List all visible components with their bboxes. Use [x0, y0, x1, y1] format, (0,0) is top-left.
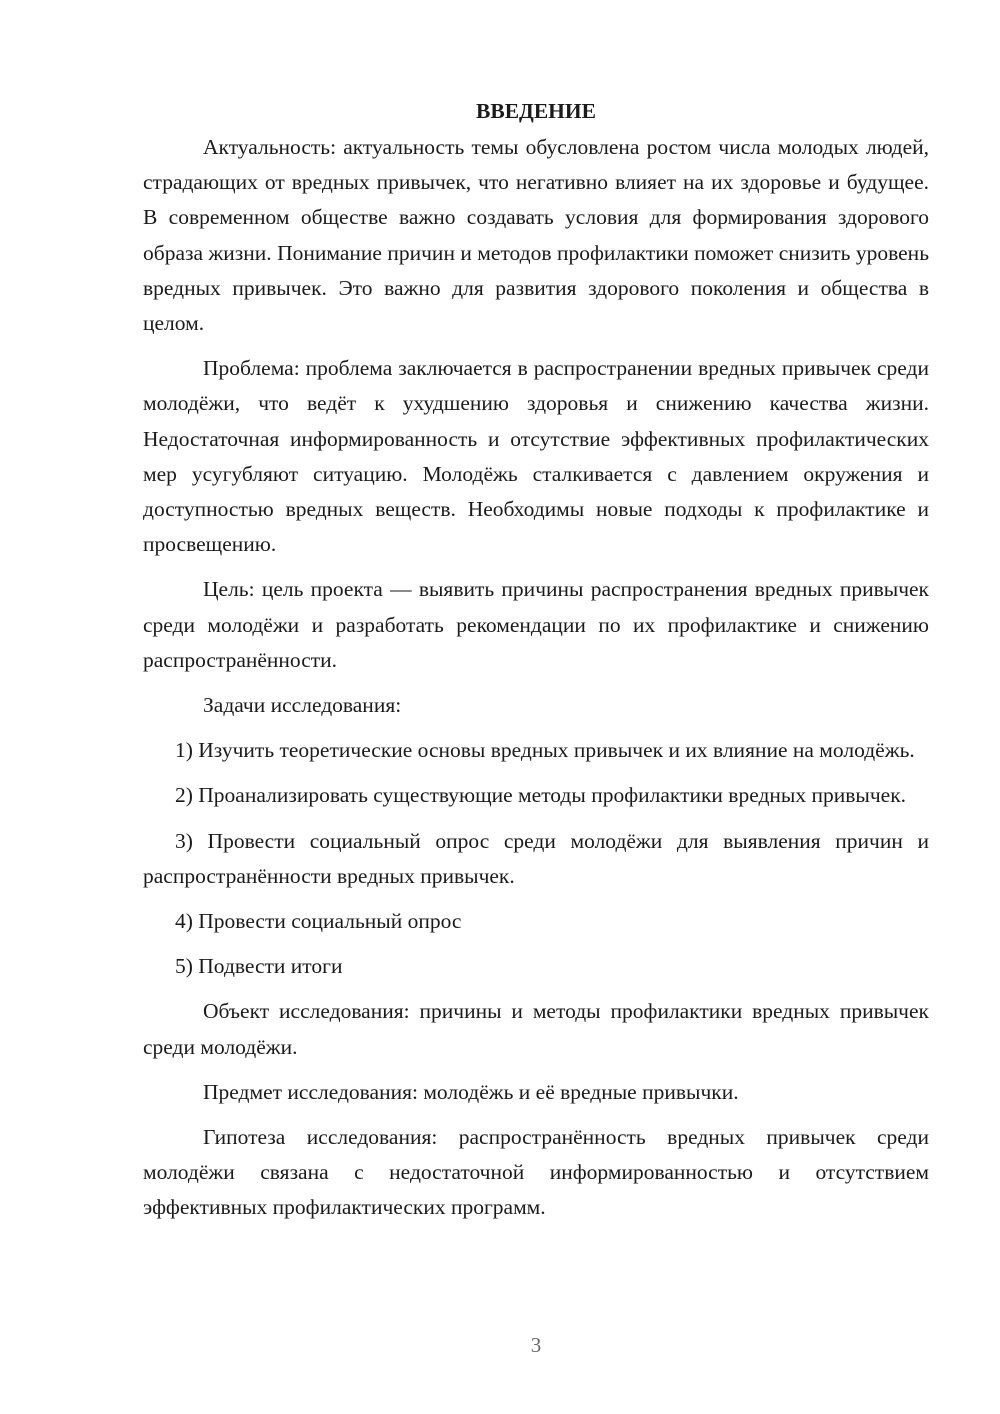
page-title: ВВЕДЕНИЕ	[476, 99, 596, 123]
problem-paragraph: Проблема: проблема заключается в распространении вредных привычек среди молодёжи, что ведёт к ухудшению здоровья и снижению качества жизни. Недостаточная информированность и отсутствие эффективных профилактических мер усугубляют ситуацию. Молодёжь сталкивается с давлением окружения и доступностью вредных веществ. Необходимы новые подходы к профилактике и просвещению.	[143, 356, 929, 557]
page-number: 3	[530, 1333, 542, 1357]
hypothesis-paragraph: Гипотеза исследования: распространённость вредных привычек среди молодёжи связана с недостаточной информированностью и отсутствием эффективных профилактических программ.	[143, 1125, 929, 1220]
tasks-title: Задачи исследования:	[203, 693, 402, 718]
task-item-2: 2) Проанализировать существующие методы профилактики вредных привычек.	[175, 783, 907, 808]
document-body	[143, 92, 929, 1236]
goal-paragraph: Цель: цель проекта — выявить причины распространения вредных привычек среди молодёжи и разработать рекомендации по их профилактике и снижению распространённости.	[143, 577, 929, 672]
object-paragraph: Объект исследования: причины и методы профилактики вредных привычек среди молодёжи.	[143, 999, 929, 1059]
subject-paragraph: Предмет исследования: молодёжь и её вредные привычки.	[203, 1079, 739, 1104]
task-item-1: 1) Изучить теоретические основы вредных привычек и их влияние на молодёжь.	[175, 738, 915, 763]
task-item-4: 4) Провести социальный опрос	[175, 909, 462, 934]
relevance-paragraph: Актуальность: актуальность темы обусловлена ростом числа молодых людей, страдающих от вредных привычек, что негативно влияет на их здоровье и будущее. В современном обществе важно создавать условия для формирования здорового образа жизни. Понимание причин и методов профилактики поможет снизить уровень вредных привычек. Это важно для развития здорового поколения и общества в целом.	[143, 135, 929, 336]
task-item-3: 3) Провести социальный опрос среди молодёжи для выявления причин и распространённости вредных привычек.	[143, 828, 929, 888]
task-item-5: 5) Подвести итоги	[175, 954, 343, 979]
